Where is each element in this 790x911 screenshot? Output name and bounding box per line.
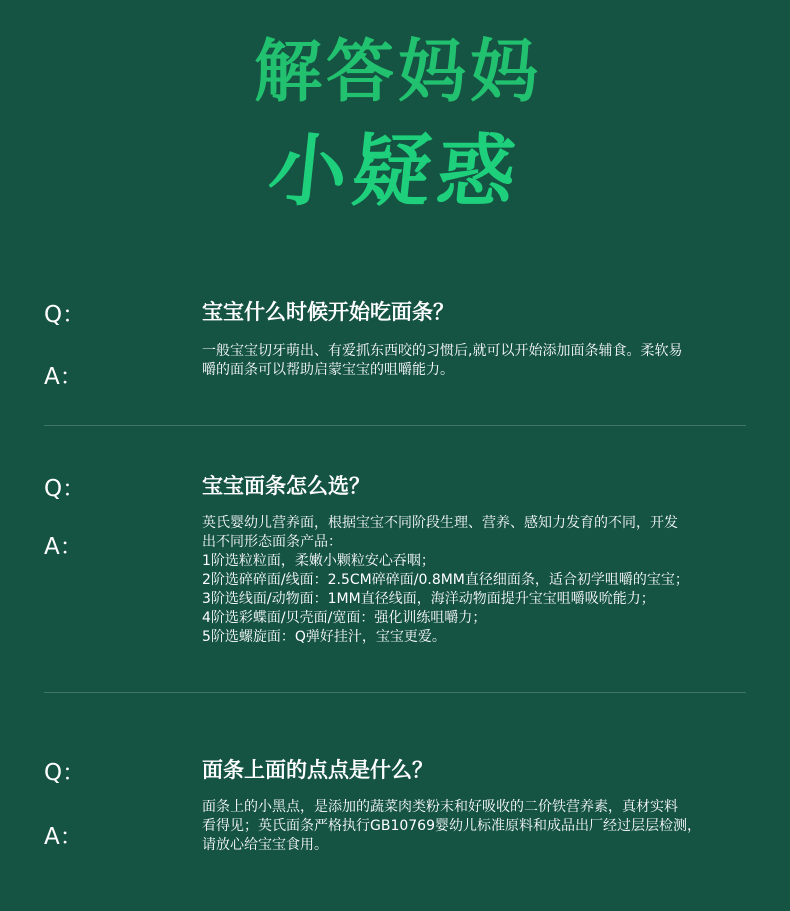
q-label: Q：	[44, 476, 86, 502]
faq-answer	[202, 342, 750, 380]
answer-line: 请放心给宝宝食用。	[202, 837, 328, 853]
divider	[44, 692, 746, 693]
answer-line: 出不同形态面条产品：	[202, 534, 342, 550]
answer-line: 1阶选粒粒面，柔嫩小颗粒安心吞咽；	[202, 553, 435, 569]
divider	[44, 425, 746, 426]
answer-line: 5阶选螺旋面：Q弹好挂汁，宝宝更爱。	[202, 629, 446, 645]
faq-answer	[202, 798, 750, 855]
a-label: A：	[44, 364, 83, 390]
answer-line: 英氏婴幼儿营养面，根据宝宝不同阶段生理、营养、感知力发育的不同，开发	[202, 515, 678, 531]
a-label: A：	[44, 824, 83, 850]
page-title: 解答妈妈	[253, 33, 542, 112]
page-subtitle: 小疑惑	[264, 127, 526, 217]
title-block	[0, 28, 790, 218]
q-label: Q：	[44, 302, 86, 328]
answer-line: 2阶选碎碎面/线面：2.5CM碎碎面/0.8MM直径细面条，适合初学咀嚼的宝宝；	[202, 572, 689, 588]
answer-line: 面条上的小黑点，是添加的蔬菜肉类粉末和好吸收的二价铁营养素，真材实料	[202, 799, 678, 815]
answer-line: 一般宝宝切牙萌出、有爱抓东西咬的习惯后,就可以开始添加面条辅食。柔软易	[202, 343, 683, 359]
faq-question: 宝宝面条怎么选？	[202, 474, 370, 498]
faq-question: 面条上面的点点是什么？	[202, 758, 433, 782]
faq-answer	[202, 514, 750, 647]
a-label: A：	[44, 534, 83, 560]
answer-line: 3阶选线面/动物面：1MM直径线面，海洋动物面提升宝宝咀嚼吸吮能力；	[202, 591, 655, 607]
faq-question: 宝宝什么时候开始吃面条？	[202, 300, 454, 324]
answer-line: 看得见；英氏面条严格执行GB10769婴幼儿标准原料和成品出厂经过层层检测，	[202, 818, 701, 834]
answer-line: 嚼的面条可以帮助启蒙宝宝的咀嚼能力。	[202, 362, 454, 378]
answer-line: 4阶选彩蝶面/贝壳面/宽面：强化训练咀嚼力；	[202, 610, 487, 626]
q-label: Q：	[44, 760, 86, 786]
